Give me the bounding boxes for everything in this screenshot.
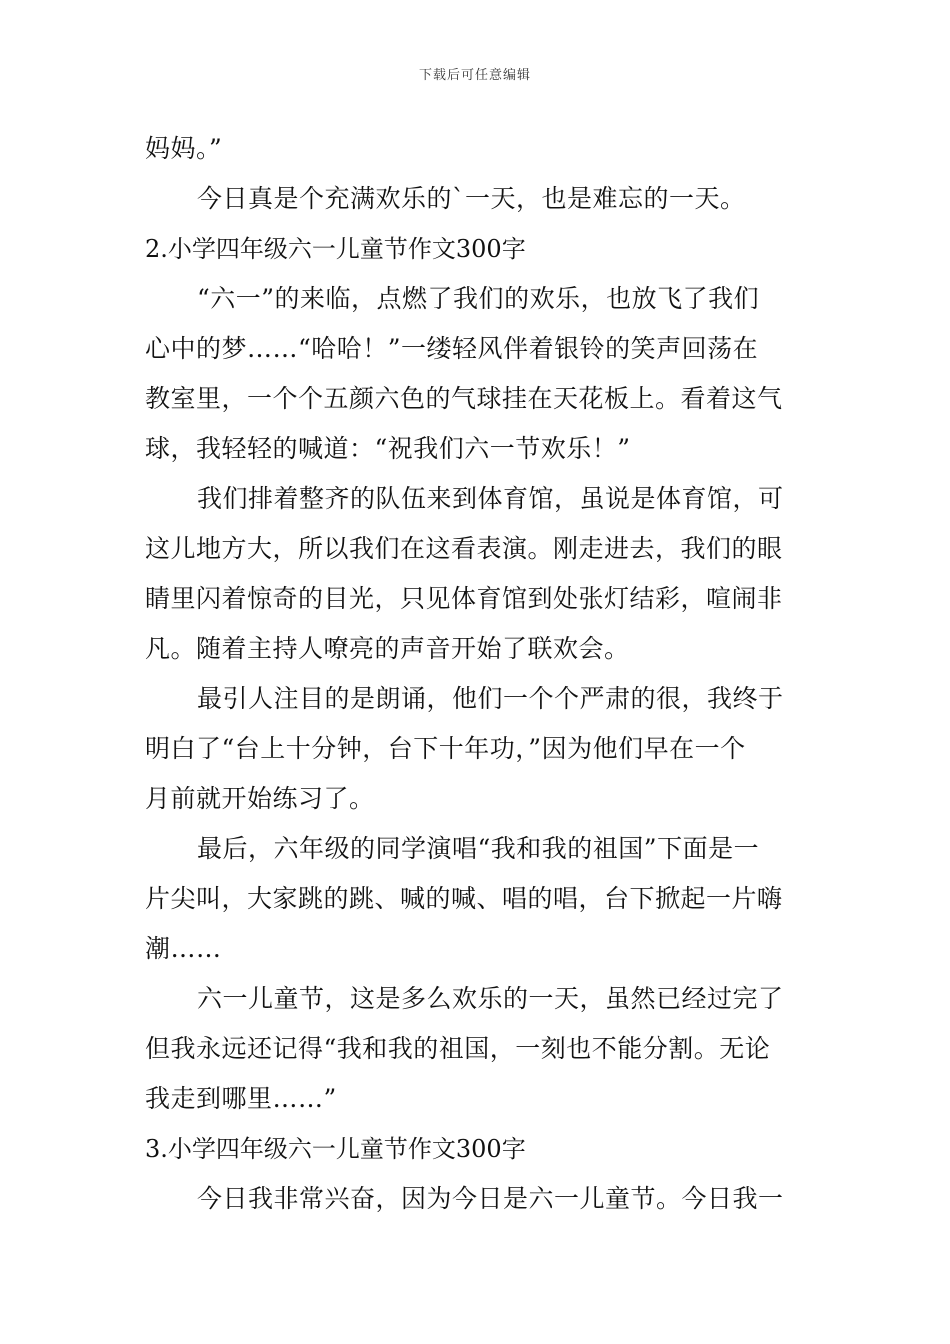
text-line: 今日真是个充满欢乐的`一天，也是难忘的一天。 xyxy=(197,184,746,213)
text-line: 妈妈。” xyxy=(145,134,223,163)
text-line: 明白了“台上十分钟，台下十年功，”因为他们早在一个 xyxy=(145,734,746,763)
page-header: 下载后可任意编辑 xyxy=(418,68,531,83)
text-line: 这儿地方大，所以我们在这看表演。刚走进去，我们的眼 xyxy=(145,534,783,563)
text-line: 潮…… xyxy=(145,934,222,963)
text-line: 六一儿童节，这是多么欢乐的一天，虽然已经过完了 xyxy=(197,984,784,1013)
text-line: 月前就开始练习了。 xyxy=(145,784,375,813)
text-line: 最引人注目的是朗诵，他们一个个严肃的很，我终于 xyxy=(197,684,784,713)
text-line: 但我永远还记得“我和我的祖国，一刻也不能分割。无论 xyxy=(145,1034,771,1063)
text-line: 心中的梦……“哈哈！”一缕轻风伴着银铃的笑声回荡在 xyxy=(145,334,759,363)
text-line: 最后，六年级的同学演唱“我和我的祖国”下面是一 xyxy=(197,834,760,863)
text-line: 教室里，一个个五颜六色的气球挂在天花板上。看着这气 xyxy=(145,384,783,413)
text-line: 今日我非常兴奋，因为今日是六一儿童节。今日我一 xyxy=(197,1184,784,1213)
section-heading: 3.小学四年级六一儿童节作文300字 xyxy=(145,1135,526,1163)
document-body xyxy=(145,124,807,1224)
text-line: “六一”的来临，点燃了我们的欢乐，也放飞了我们 xyxy=(197,284,760,313)
section-heading: 2.小学四年级六一儿童节作文300字 xyxy=(145,235,526,263)
text-line: 睛里闪着惊奇的目光，只见体育馆到处张灯结彩，喧闹非 xyxy=(145,584,783,613)
text-line: 我走到哪里……” xyxy=(145,1084,337,1113)
text-line: 凡。随着主持人嘹亮的声音开始了联欢会。 xyxy=(145,634,630,663)
text-line: 我们排着整齐的队伍来到体育馆，虽说是体育馆，可 xyxy=(197,484,784,513)
text-line: 片尖叫，大家跳的跳、喊的喊、唱的唱，台下掀起一片嗨 xyxy=(145,884,783,913)
text-line: 球，我轻轻的喊道：“祝我们六一节欢乐！” xyxy=(145,434,631,463)
